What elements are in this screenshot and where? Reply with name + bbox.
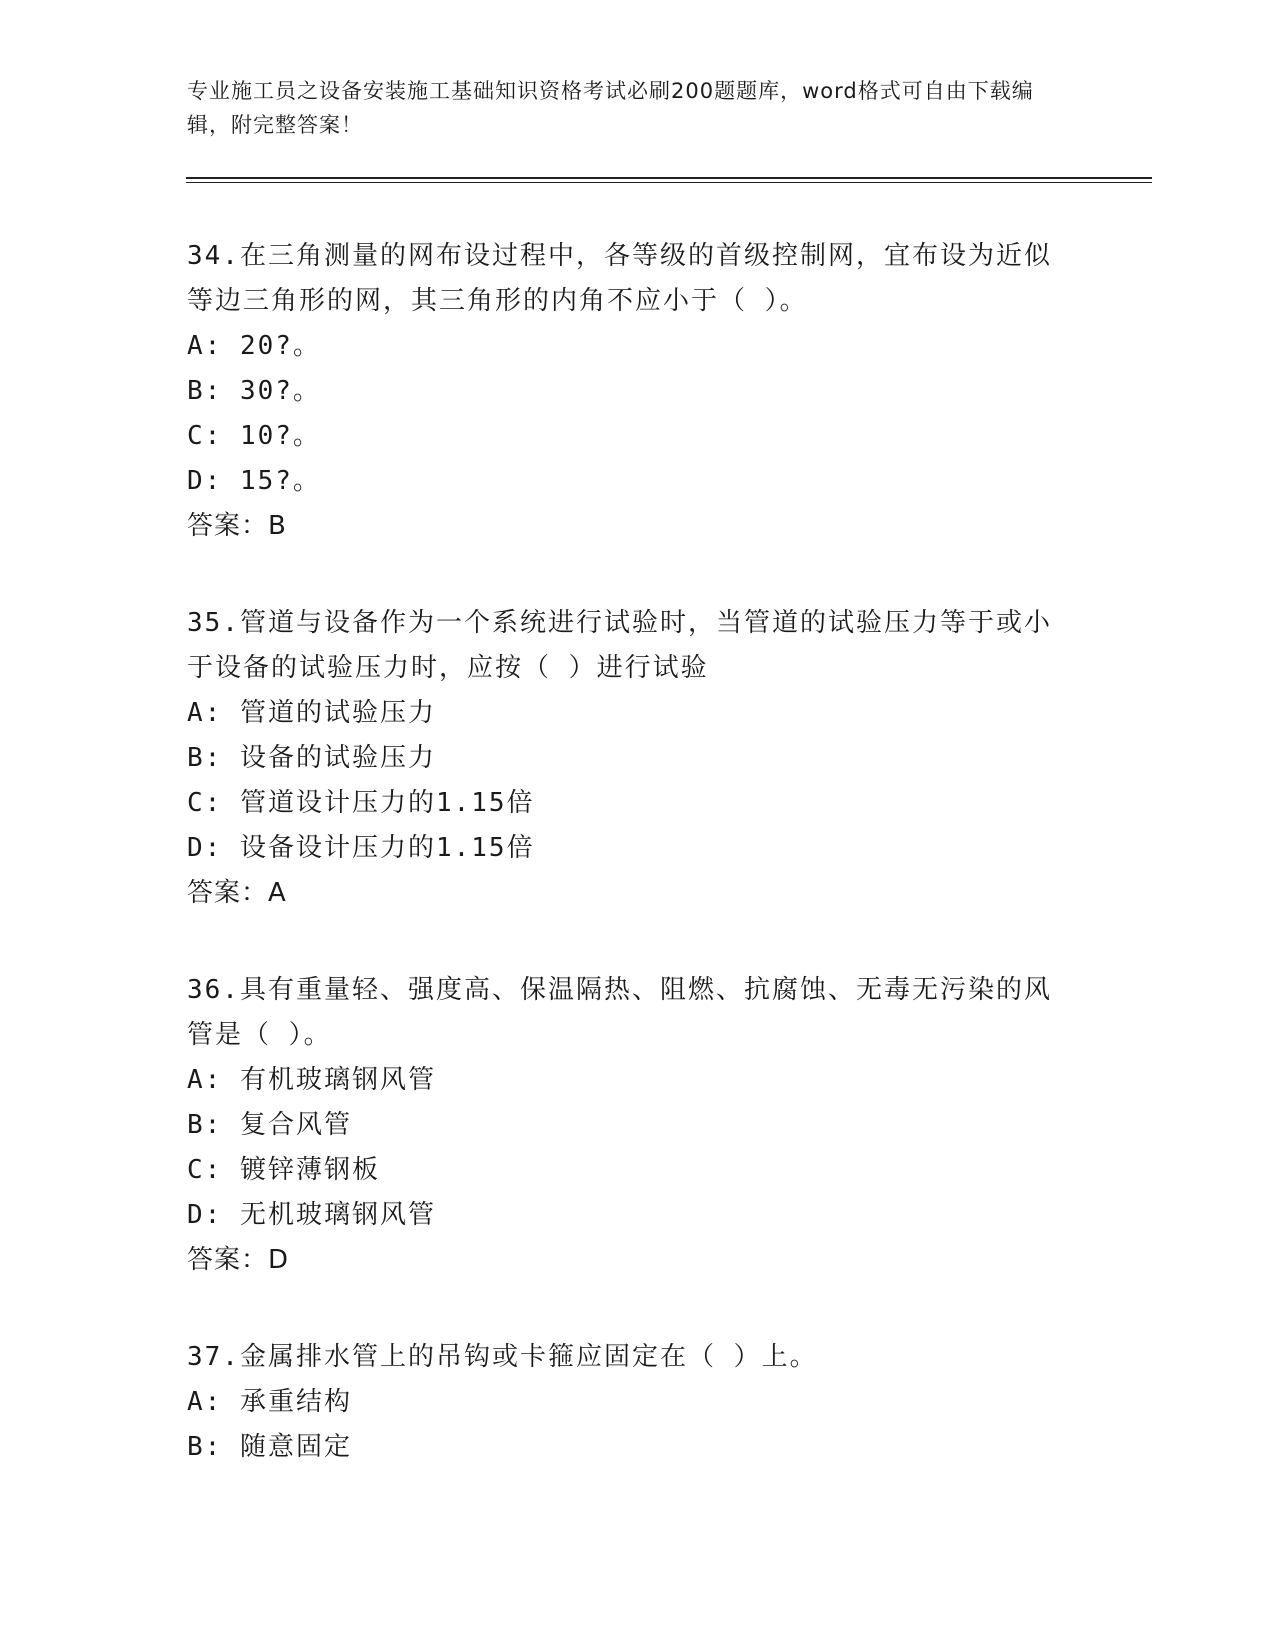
header-divider-bottom [186,182,1152,183]
option-a: A: 有机玻璃钢风管 [187,1065,436,1095]
question-36 [187,968,1077,1283]
answer-label: 答案：A [187,878,287,908]
option-c: C: 管道设计压力的1.15倍 [187,788,535,818]
document-header: 专业施工员之设备安装施工基础知识资格考试必刷200题题库，word格式可自由下载编辑，附完整答案！ [187,79,1034,137]
option-c: C: 镀锌薄钢板 [187,1155,380,1185]
question-stem: 35.管道与设备作为一个系统进行试验时，当管道的试验压力等于或小于设备的试验压力时，应按（ ）进行试验 [187,608,1052,683]
question-stem: 36.具有重量轻、强度高、保温隔热、阻燃、抗腐蚀、无毒无污染的风管是（ ）。 [187,975,1052,1050]
option-a: A: 20?。 [187,331,321,361]
option-d: D: 无机玻璃钢风管 [187,1200,436,1230]
answer-label: 答案：B [187,511,287,541]
question-stem: 37.金属排水管上的吊钩或卡箍应固定在（ ）上。 [187,1342,818,1372]
option-b: B: 30?。 [187,376,321,406]
option-a: A: 承重结构 [187,1387,352,1417]
question-34 [187,234,1077,549]
option-b: B: 复合风管 [187,1110,352,1140]
question-stem: 34.在三角测量的网布设过程中，各等级的首级控制网，宜布设为近似等边三角形的网，其三角形的内角不应小于（ ）。 [187,241,1052,316]
question-35 [187,601,1077,916]
option-d: D: 15?。 [187,466,321,496]
option-b: B: 设备的试验压力 [187,743,436,773]
question-37 [187,1335,1077,1470]
answer-label: 答案：D [187,1245,290,1275]
option-a: A: 管道的试验压力 [187,698,436,728]
option-b: B: 随意固定 [187,1432,352,1462]
option-d: D: 设备设计压力的1.15倍 [187,833,535,863]
question-list [187,234,1077,1522]
header-divider-top [186,177,1152,179]
option-c: C: 10?。 [187,421,321,451]
